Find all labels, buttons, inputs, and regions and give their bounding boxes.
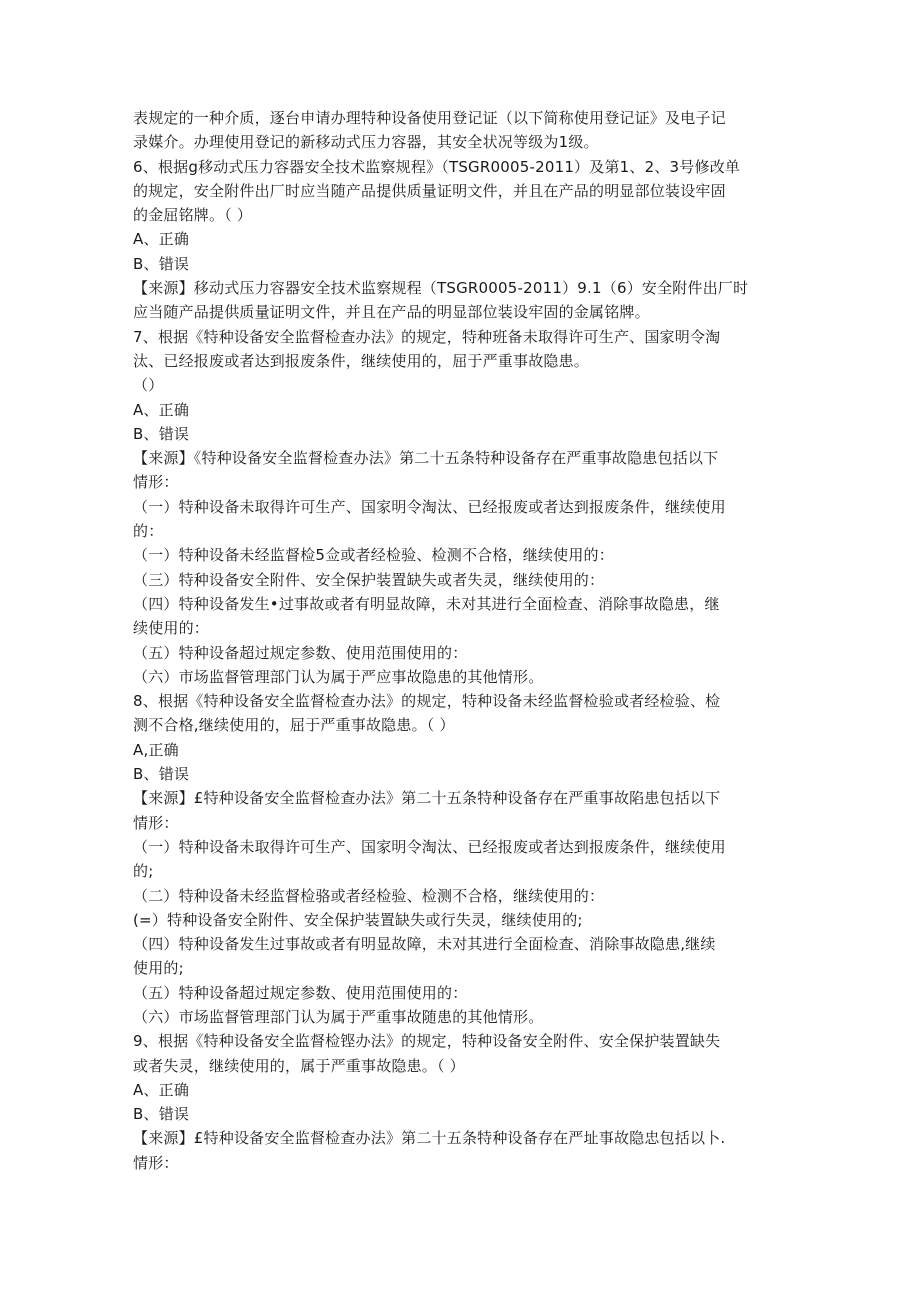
text-line: (=）特种设备安全附件、安全保护装置缺失或行失灵，继续使用的; — [133, 910, 583, 929]
text-line: （一）特种设备未取得许可生产、国家明令淘汰、已经报废或者达到报废条件，继续使用 — [133, 837, 726, 856]
text-line: 表规定的一种介质，逐台申请办理特种设备使用登记证（以下简称使用登记证》及电子记 — [133, 109, 726, 127]
text-line: （六）市场监督管理部门认为属于严重事故随患的其他情形。 — [133, 1007, 544, 1026]
text-line: 【来源】移动式压力容器安全技术监察规程（TSGR0005-2011）9.1（6）安全附件出厂时 — [133, 279, 749, 298]
text-line: 情形： — [133, 473, 179, 492]
text-line: （六）市场监督管理部门认为属于严应事故隐患的其他情形。 — [133, 667, 544, 686]
text-line: 录媒介。办理使用登记的新移动式压力容器，其安全状况等级为1级。 — [133, 133, 599, 152]
text-line: 使用的; — [133, 959, 184, 978]
text-line: 情形： — [133, 1153, 179, 1172]
text-line: 【来源】《特种设备安全监督检查办法》第二十五条特种设备存在严重事故隐患包括以下 — [133, 449, 719, 468]
text-line: A、正确 — [133, 1080, 190, 1099]
text-line: 7、根据《特种设备安全监督检查办法》的规定，特种班备未取得许可生产、国家明令淘 — [133, 327, 721, 346]
text-line: （五）特种设备超过规定参数、使用范围使用的： — [133, 643, 468, 662]
text-line: 的： — [133, 522, 164, 541]
text-line: 6、根据g移动式压力容器安全技术监察规程》（TSGR0005-2011）及第1、2、3号修改单 — [133, 157, 741, 176]
text-line: 测不合格,继续使用的，屈于严重事故隐患。（ ） — [133, 716, 455, 735]
text-line: 【来源】£特种设备安全监督检查办法》第二十五条特种设备存在严址事故隐忠包括以卜. — [133, 1129, 726, 1148]
text-line: 【来源】£特种设备安全监督检查办法》第二十五条特种设备存在严重事故陷患包括以下 — [133, 789, 721, 808]
text-line: （） — [133, 376, 164, 395]
text-line: A,正确 — [133, 740, 179, 759]
text-line: （二）特种设备未经监督检骆或者经检验、检测不合格，继续使用的： — [133, 886, 605, 905]
text-line: 的; — [133, 862, 154, 881]
text-line: （一）特种设备未经监督检5佥或者经检验、检测不合格，继续使用的： — [133, 546, 614, 565]
text-line: 9、根据《特种设备安全监督检铿办法》的规定，特种设备安全附件、安全保护装置缺失 — [133, 1032, 721, 1051]
text-line: 或者失灵，继续使用的，属于严重事故隐患。（ ） — [133, 1056, 465, 1075]
text-line: （一）特种设备未取得许可生产、国家明令淘汰、已经报废或者达到报废条件，继续使用 — [133, 497, 726, 516]
text-line: 应当随产品提供质量证明文件，并且在产品的明显部位装设牢固的金属铭牌。 — [133, 303, 650, 322]
text-line: 8、根据《特种设备安全监督检查办法》的规定，特种设备未经监督检验或者经检验、检 — [133, 692, 721, 711]
text-line: B、错误 — [133, 765, 190, 784]
text-line: A、正确 — [133, 400, 190, 419]
text-line: A、正确 — [133, 230, 190, 249]
text-line: 的规定，安全附件出厂时应当随产品提供质量证明文件，并且在产品的明显部位装设牢固 — [133, 181, 726, 200]
text-line: B、错误 — [133, 254, 190, 273]
text-line: B、错误 — [133, 1105, 190, 1124]
document-body — [133, 106, 793, 1175]
text-line: （四）特种设备发生•过事故或者有明显故障，未对其进行全面检查、消除事故隐患，继 — [133, 594, 720, 613]
text-line: （四）特种设备发生过事故或者有明显故障，未对其进行全面检查、消除事故隐患,继续 — [133, 935, 716, 954]
text-line: 情形： — [133, 813, 179, 832]
text-line: B、错误 — [133, 424, 190, 443]
text-line: 汰、已经报废或者达到报废条件，继续使用的，屈于严重事故隐患。 — [133, 351, 590, 370]
text-line: 的金屈铭牌。（ ） — [133, 206, 253, 225]
text-line: （五）特种设备超过规定参数、使用范围使用的： — [133, 983, 468, 1002]
text-line: （三）特种设备安全附件、安全保护装置缺失或者失灵，继续使用的： — [133, 570, 605, 589]
text-line: 续使用的： — [133, 619, 210, 638]
